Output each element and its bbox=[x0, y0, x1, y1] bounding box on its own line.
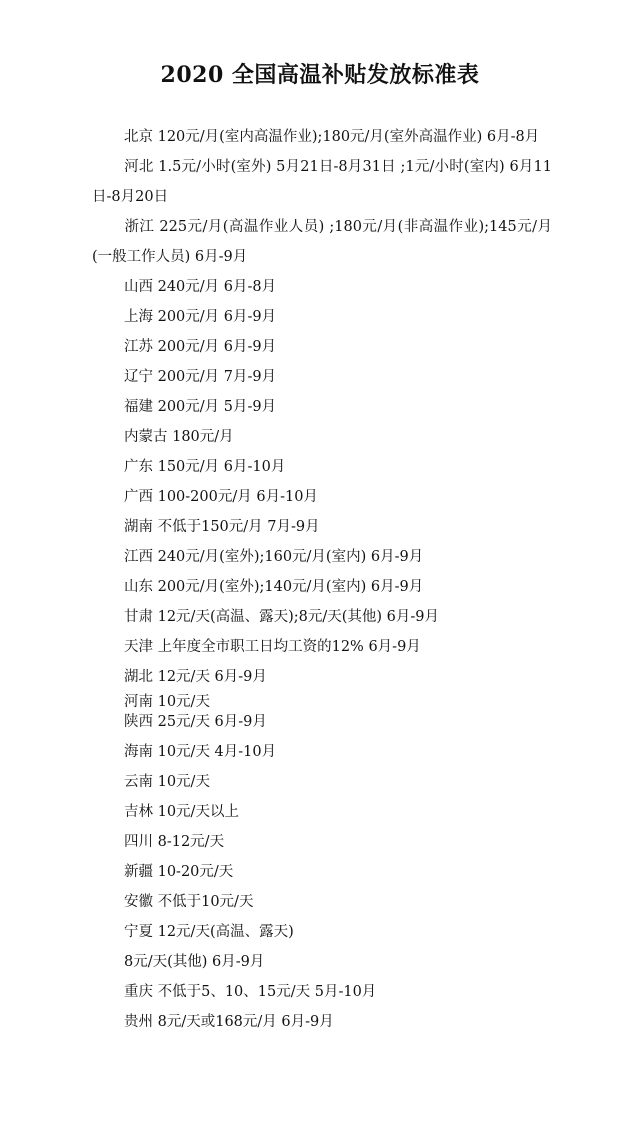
entry-hainan: 海南 10元/天 4月-10月 bbox=[124, 744, 277, 760]
entry-jiangsu: 江苏 200元/月 6月-9月 bbox=[124, 339, 277, 355]
entry-fujian: 福建 200元/月 5月-9月 bbox=[124, 399, 277, 415]
document-body bbox=[92, 122, 552, 1037]
entry-zhejiang: 浙江 225元/月(高温作业人员) ;180元/月(非高温作业);145元/月(一般工作人员) 6月-9月 bbox=[92, 219, 552, 265]
entry-chongqing: 重庆 不低于5、10、15元/天 5月-10月 bbox=[124, 984, 377, 1000]
entry-gansu: 甘肃 12元/天(高温、露天);8元/天(其他) 6月-9月 bbox=[124, 609, 440, 625]
entry-yunnan: 云南 10元/天 bbox=[124, 774, 210, 790]
entry-shanxi: 山西 240元/月 6月-8月 bbox=[124, 279, 277, 295]
entry-jiangxi: 江西 240元/月(室外);160元/月(室内) 6月-9月 bbox=[124, 549, 424, 565]
entry-tianjin: 天津 上年度全市职工日均工资的12% 6月-9月 bbox=[124, 639, 421, 655]
entry-shandong: 山东 200元/月(室外);140元/月(室内) 6月-9月 bbox=[124, 579, 424, 595]
entry-hunan: 湖南 不低于150元/月 7月-9月 bbox=[124, 519, 320, 535]
entry-shanghai: 上海 200元/月 6月-9月 bbox=[124, 309, 277, 325]
entry-hebei: 河北 1.5元/小时(室外) 5月21日-8月31日 ;1元/小时(室内) 6月11日-8月20日 bbox=[92, 159, 552, 205]
entry-anhui: 安徽 不低于10元/天 bbox=[124, 894, 254, 910]
entry-guangxi: 广西 100-200元/月 6月-10月 bbox=[124, 489, 318, 505]
entry-liaoning: 辽宁 200元/月 7月-9月 bbox=[124, 369, 277, 385]
entry-guizhou: 贵州 8元/天或168元/月 6月-9月 bbox=[124, 1014, 334, 1030]
entry-neimenggu: 内蒙古 180元/月 bbox=[124, 429, 234, 445]
entry-guangdong: 广东 150元/月 6月-10月 bbox=[124, 459, 286, 475]
entry-henan: 河南 10元/天 bbox=[124, 694, 210, 710]
entry-sichuan: 四川 8-12元/天 bbox=[124, 834, 225, 850]
document-title: 2020 全国高温补贴发放标准表 bbox=[160, 62, 480, 88]
entry-hubei: 湖北 12元/天 6月-9月 bbox=[124, 669, 267, 685]
entry-jilin: 吉林 10元/天以上 bbox=[124, 804, 239, 820]
entry-ningxia-other: 8元/天(其他) 6月-9月 bbox=[124, 954, 265, 970]
entry-beijing: 北京 120元/月(室内高温作业);180元/月(室外高温作业) 6月-8月 bbox=[124, 129, 540, 145]
entry-shaanxi: 陕西 25元/天 6月-9月 bbox=[124, 714, 267, 730]
entry-ningxia: 宁夏 12元/天(高温、露天) bbox=[124, 924, 294, 940]
entry-xinjiang: 新疆 10-20元/天 bbox=[124, 864, 234, 880]
